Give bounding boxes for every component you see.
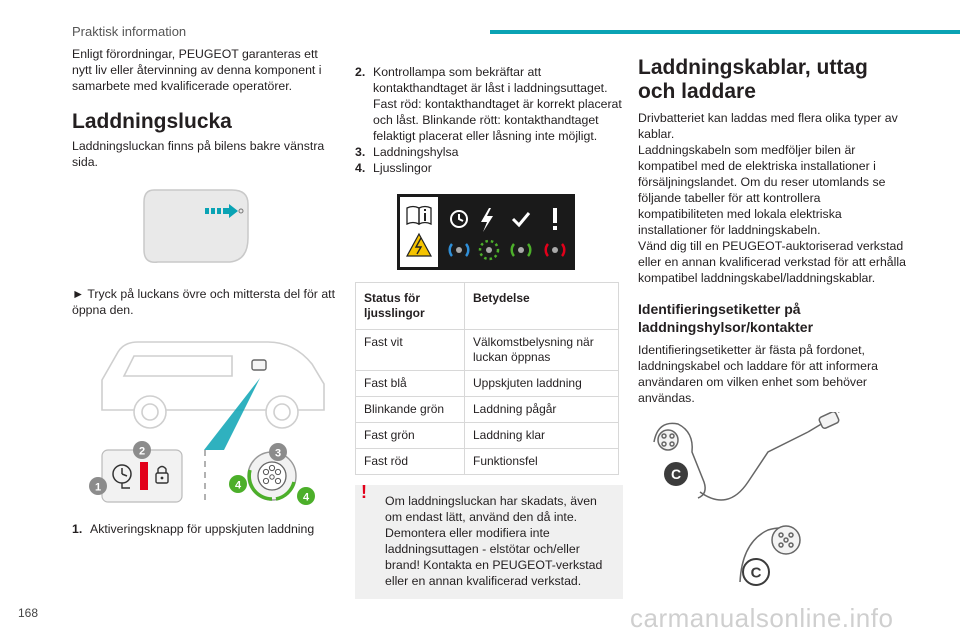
heading-cables-sockets-chargers: Laddningskablar, uttag och laddare: [638, 56, 868, 103]
cable-label-illustration: [638, 412, 923, 602]
flap-marker: [252, 360, 266, 370]
exclamation-icon: [553, 208, 557, 230]
warning-icon: !: [361, 482, 367, 502]
svg-text:C: C: [670, 466, 682, 482]
callout-1: [89, 477, 107, 495]
open-flap-instruction: ► Tryck på luckans övre och mittersta del för att öppna den.: [72, 287, 335, 317]
svg-text:2: 2: [138, 445, 146, 458]
svg-text:1: 1: [94, 481, 102, 494]
table-header-row: [356, 283, 619, 330]
list-item-2: 2. Kontrollampa som bekräftar att kontakthandtaget är låst i laddningsuttaget. Fast röd: kontakthandtaget är korrekt placerat och låst. Blinkande rött: kontakthandtaget felaktigt placerat eller låsning inte möjligt.: [355, 65, 622, 143]
running-header: Praktisk information: [72, 24, 187, 39]
mains-plug-icon: [818, 412, 846, 429]
light-status-table: [355, 282, 619, 475]
table-row: Fast röd Funktionsfel: [356, 449, 619, 475]
column-2: [355, 64, 623, 599]
table-row: Fast grön Laddning klar: [356, 423, 619, 449]
charging-flap-illustration: [72, 178, 340, 278]
header-accent-bar: [490, 30, 960, 34]
warning-text: Om laddningsluckan har skadats, även om endast lätt, använd den då inte. Demontera eller modifiera inte laddningsuttagen - elstötar och/eller brand! Kontakta en PEUGEOT-verkstad eller en annan kvalificerad verkstad.: [385, 494, 603, 588]
callout-2: [133, 441, 151, 459]
heading-charging-flap: Laddningslucka: [72, 110, 232, 133]
column-3: [638, 56, 923, 602]
cable-compatibility-text: Laddningskabeln som medföljer bilen är kompatibel med de elektriska installationer i försäljningslandet. Om du reser utomlands se följande tabeller för att kontrollera kompatibiliteten med lokala elektriska installationer för laddningskabeln.: [638, 143, 886, 237]
workshop-advice-text: Vänd dig till en PEUGEOT-auktoriserad verkstad eller en annan kvalificerad verkstad för att erhålla kompatibel laddningskabel/laddningskablar.: [638, 239, 906, 285]
car-outline: [102, 342, 324, 428]
subheading-identification-labels: Identifieringsetiketter på laddningshylsor/kontakter: [638, 301, 814, 335]
page-number: 168: [18, 606, 39, 620]
callout-4b: [297, 487, 315, 505]
table-row: Fast vit Välkomstbelysning när luckan öppnas: [356, 330, 619, 371]
table-row: Blinkande grön Laddning pågår: [356, 397, 619, 423]
lock-indicator-lamp: [140, 462, 148, 490]
column-1: [72, 46, 340, 537]
indicator-panel-illustration: [355, 188, 623, 272]
charging-socket-illustration: [72, 326, 340, 511]
list-item-1: 1. Aktiveringsknapp för uppskjuten laddning: [72, 522, 315, 536]
watermark: carmanualsonline.info: [630, 603, 894, 633]
list-item-4: 4. Ljusslingor: [355, 161, 432, 175]
warning-box: [355, 482, 623, 599]
zoom-beam: [204, 378, 260, 450]
table-header-meaning: Betydelse: [465, 283, 619, 330]
table-row: Fast blå Uppskjuten laddning: [356, 371, 619, 397]
cable-wire: [700, 420, 828, 500]
callout-4a: [229, 475, 247, 493]
intro-paragraph: Enligt förordningar, PEUGEOT garanteras ett nytt liv eller återvinning av denna komponent i samarbete med kvalificerade operatörer.: [72, 47, 322, 93]
callout-3: [269, 443, 287, 461]
identification-labels-text: Identifieringsetiketter är fästa på fordonet, laddningskabel och laddare för att informera användaren om vilken enhet som behöver användas.: [638, 343, 878, 405]
flap-location-text: Laddningsluckan finns på bilens bakre vänstra sida.: [72, 139, 325, 169]
cables-intro: Drivbatteriet kan laddas med flera olika typer av kablar.: [638, 111, 898, 141]
svg-text:3: 3: [274, 447, 282, 460]
label-c-badge-1: [664, 462, 688, 486]
vehicle-connector-plug: [654, 423, 705, 498]
charging-socket-icon: [248, 452, 296, 500]
svg-text:4: 4: [234, 479, 242, 492]
table-header-status: Status för ljusslingor: [356, 283, 465, 330]
svg-text:C: C: [750, 564, 762, 582]
list-item-3: 3. Laddningshylsa: [355, 145, 459, 159]
svg-text:4: 4: [302, 491, 310, 504]
label-c-badge-2: [743, 559, 769, 585]
